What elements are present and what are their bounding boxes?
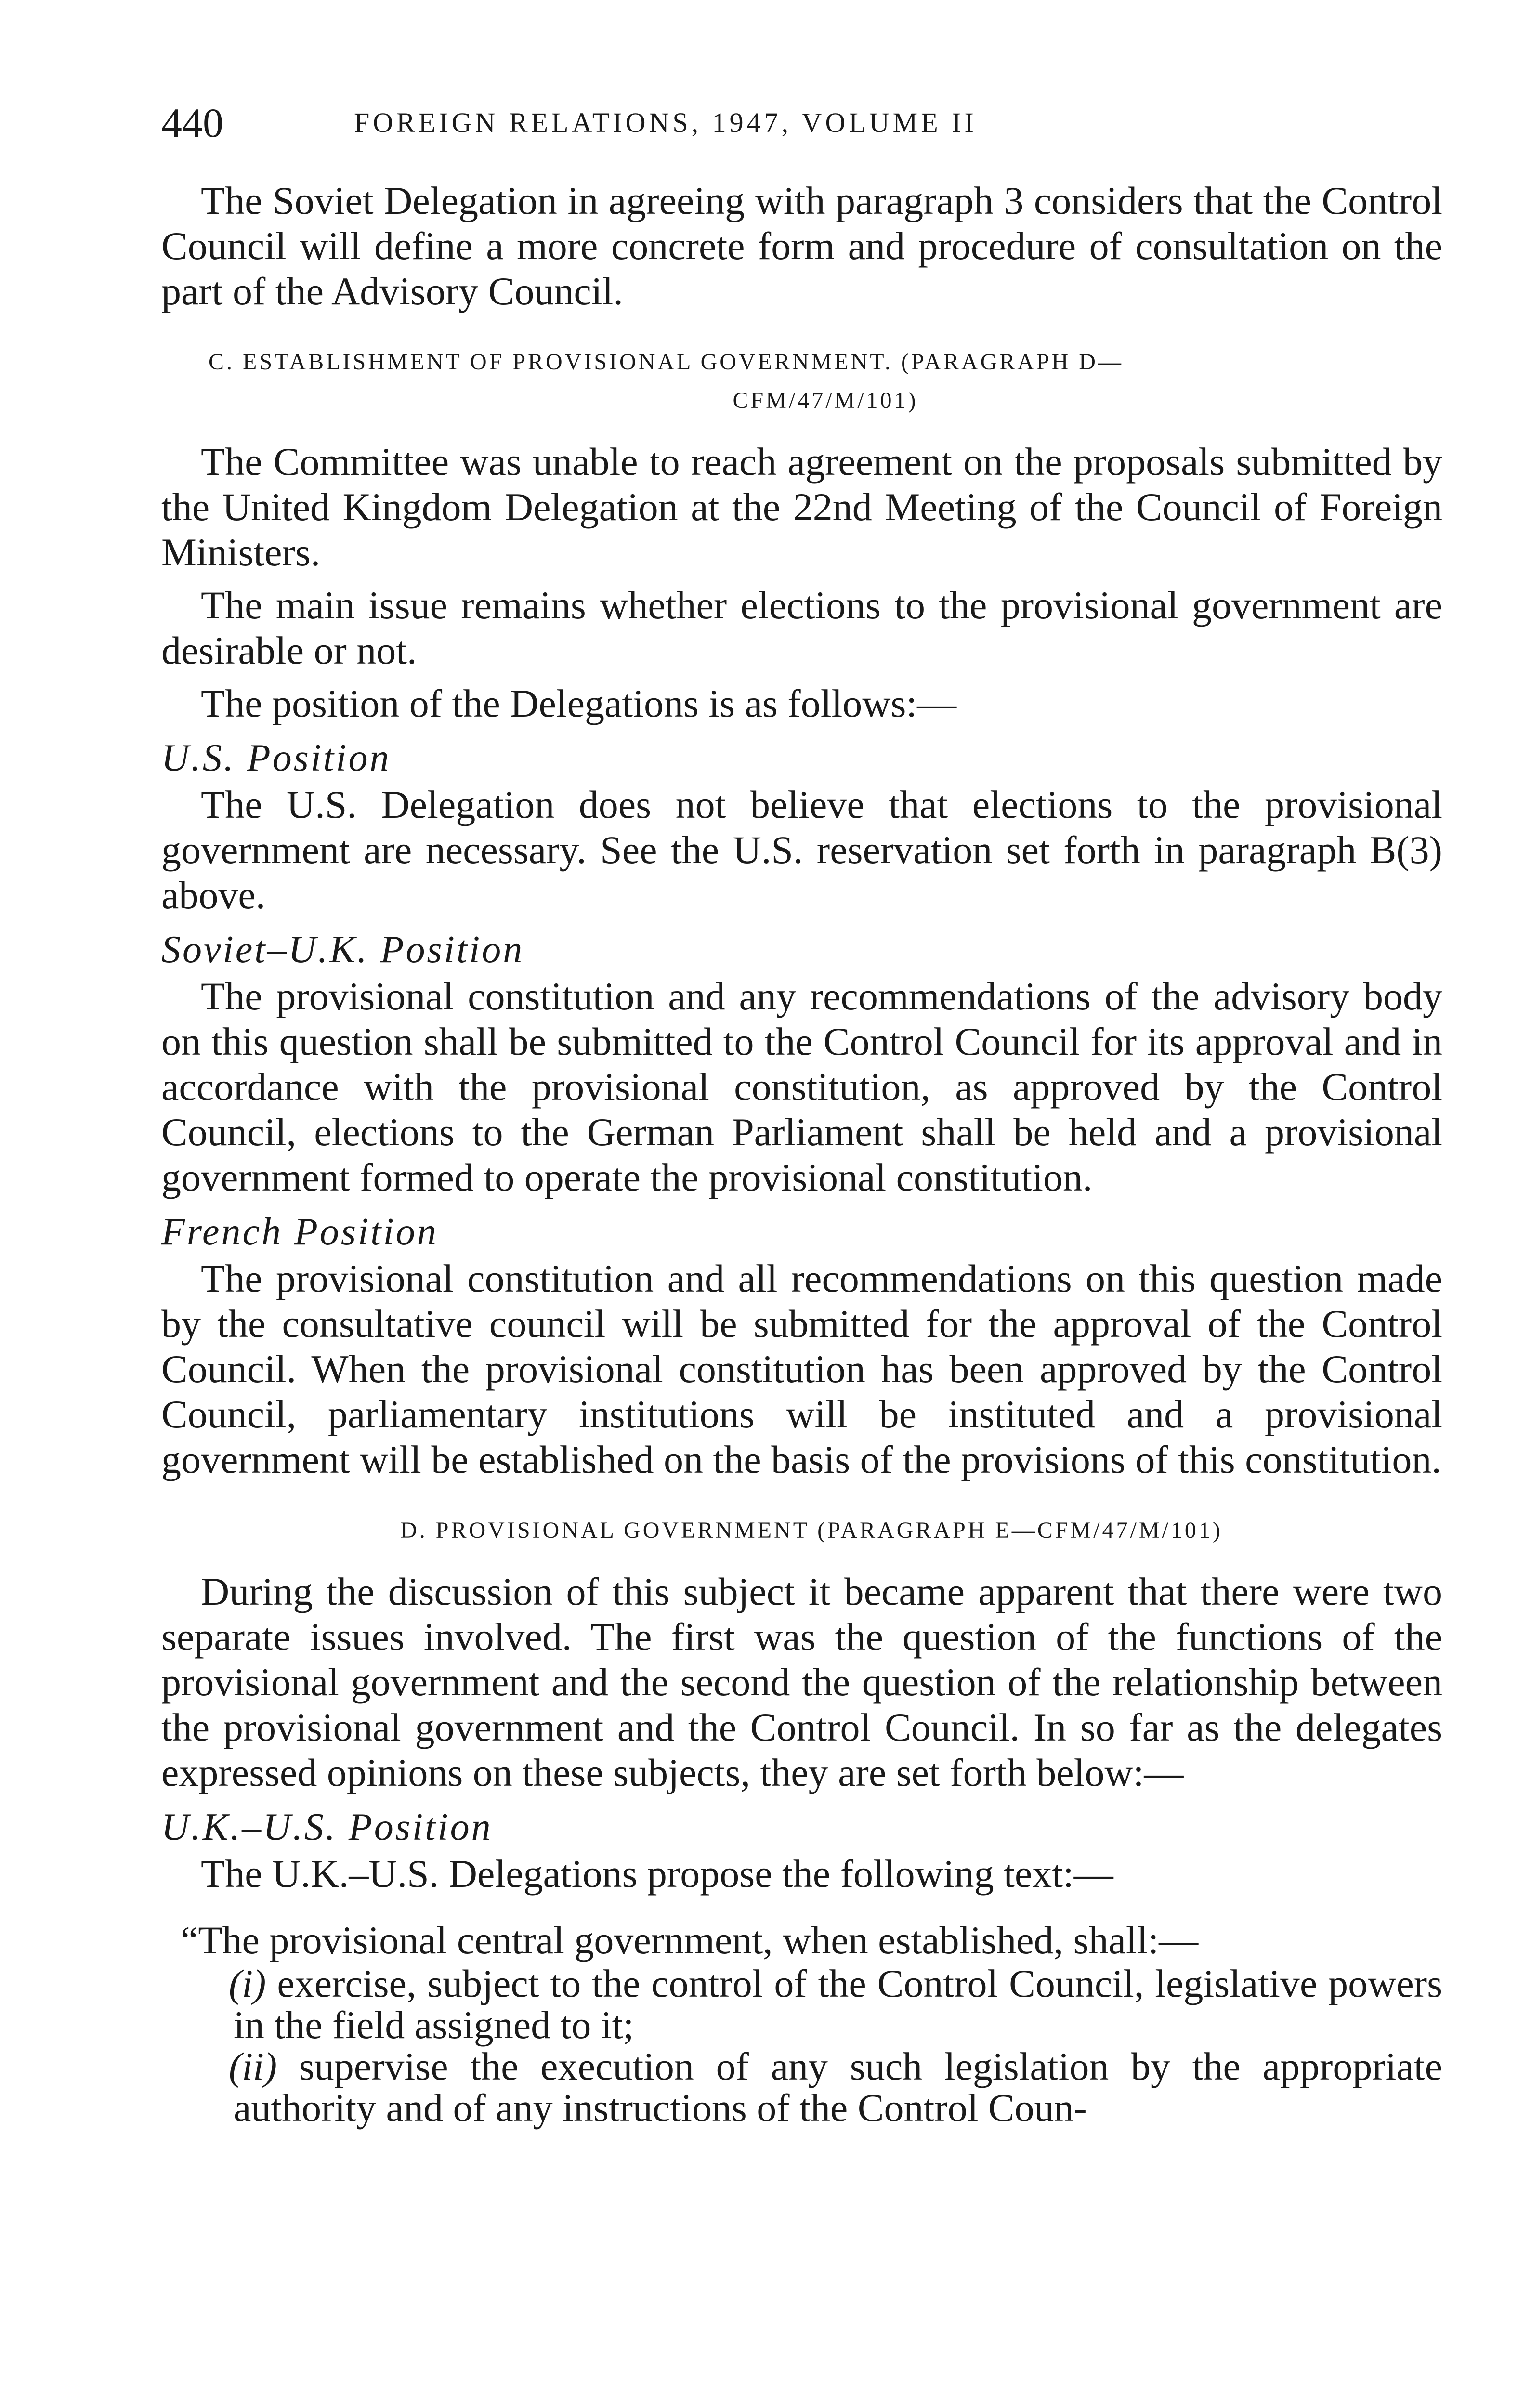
list-item-text: supervise the execution of any such legislation by the appropriate authority and of any instructions of the Control Coun-: [234, 2044, 1442, 2130]
page-header: [161, 96, 1442, 149]
opening-paragraph: The Soviet Delegation in agreeing with paragraph 3 considers that the Control Council will define a more concrete form and procedure of consultation on the part of the Advisory Council.: [161, 179, 1442, 313]
list-item-number: (i): [229, 1962, 266, 2005]
section-d-heading: D. PROVISIONAL GOVERNMENT (PARAGRAPH E—CFM/47/M/101): [400, 1518, 1223, 1543]
section-c-heading-line1: C. ESTABLISHMENT OF PROVISIONAL GOVERNMENT. (PARAGRAPH D—: [209, 349, 1124, 375]
section-c-paragraph-2: The main issue remains whether elections to the provisional government are desirable or not.: [161, 583, 1442, 672]
section-c-heading: [161, 343, 1442, 420]
quote-intro: “The provisional central government, when established, shall:—: [181, 1918, 1199, 1962]
section-d-paragraph: During the discussion of this subject it became apparent that there were two separate issues involved. The first was the question of the functions of the provisional government and the second the question of the relationship between the provisional government and the Control Council. In so far as the delegates expressed opinions on these subjects, they are set forth below:—: [161, 1570, 1442, 1794]
us-position-text: The U.S. Delegation does not believe that elections to the provisional government are necessary. See the U.S. reservation set forth in paragraph B(3) above.: [161, 783, 1442, 917]
list-item-i: [161, 1963, 1442, 2046]
soviet-uk-position-heading: Soviet–U.K. Position: [161, 929, 524, 971]
section-c-heading-line2: CFM/47/M/101): [733, 388, 918, 413]
document-page: [161, 96, 1442, 2408]
list-item-ii: [161, 2046, 1442, 2129]
french-position-text: The provisional constitution and all recommendations on this question made by the consultative council will be submitted for the approval of the Control Council. When the provisional constitution has been approved by the Control Council, parliamentary institutions will be instituted and a provisional government will be established on the basis of the provisions of this constitution.: [161, 1256, 1442, 1481]
us-position-heading: U.S. Position: [161, 737, 391, 779]
french-position-heading: French Position: [161, 1211, 438, 1253]
section-c-paragraph-3: The position of the Delegations is as follows:—: [201, 681, 957, 725]
soviet-uk-position-text: The provisional constitution and any recommendations of the advisory body on this question shall be submitted to the Control Council for its approval and in accordance with the provisional constitution, as approved by the Control Council, elections to the German Parliament shall be held and a provisional government formed to operate the provisional constitution.: [161, 974, 1442, 1199]
page-number: 440: [161, 100, 223, 146]
uk-us-position-text: The U.K.–U.S. Delegations propose the following text:—: [201, 1852, 1113, 1896]
running-head: FOREIGN RELATIONS, 1947, VOLUME II: [354, 107, 977, 138]
list-item-text: exercise, subject to the control of the Control Council, legislative powers in the field assigned to it;: [234, 1962, 1442, 2047]
uk-us-position-heading: U.K.–U.S. Position: [161, 1806, 493, 1848]
list-item-number: (ii): [229, 2044, 277, 2088]
section-c-paragraph-1: The Committee was unable to reach agreement on the proposals submitted by the United Kingdom Delegation at the 22nd Meeting of the Council of Foreign Ministers.: [161, 440, 1442, 574]
